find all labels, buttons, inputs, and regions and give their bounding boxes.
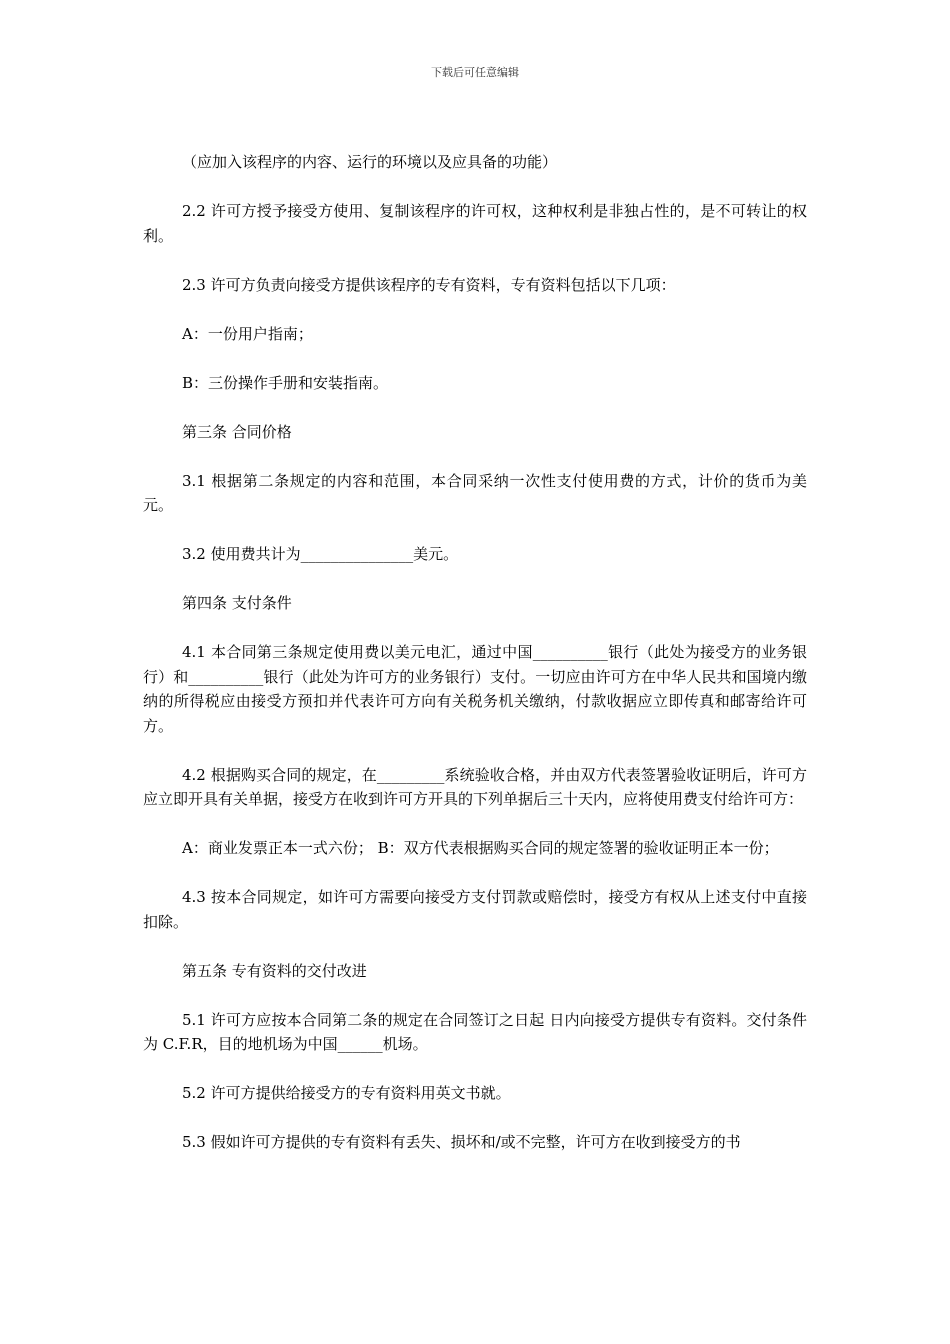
paragraph-item-b-manuals: B：三份操作手册和安装指南。 <box>182 373 389 392</box>
paragraph-5-1: 5.1 许可方应按本合同第二条的规定在合同签订之日起 日内向接受方提供专有资料。交付条件为 C.F.R，目的地机场为中国______机场。 <box>143 1010 807 1053</box>
paragraph-5-2: 5.2 许可方提供给接受方的专有资料用英文书就。 <box>182 1084 511 1102</box>
section-heading-article-3: 第三条 合同价格 <box>182 422 292 441</box>
paragraph-2-2: 2.2 许可方授予接受方使用、复制该程序的许可权，这种权利是非独占性的，是不可转让的权利。 <box>143 202 807 245</box>
paragraph-4-2-items: A：商业发票正本一式六份； B：双方代表根据购买合同的规定签署的验收证明正本一份； <box>182 839 779 857</box>
paragraph-3-2: 3.2 使用费共计为_______________美元。 <box>182 545 459 563</box>
paragraph-4-2: 4.2 根据购买合同的规定，在_________系统验收合格，并由双方代表签署验收证明后，许可方应立即开具有关单据，接受方在收到许可方开具的下列单据后三十天内，应将使用费支付给许可方： <box>143 765 807 808</box>
paragraph-4-3: 4.3 按本合同规定，如许可方需要向接受方支付罚款或赔偿时，接受方有权从上述支付中直接扣除。 <box>143 888 807 931</box>
paragraph-program-content-note: （应加入该程序的内容、运行的环境以及应具备的功能） <box>182 153 558 171</box>
page-header: 下载后可任意编辑 <box>431 66 519 79</box>
paragraph-4-1: 4.1 本合同第三条规定使用费以美元电汇，通过中国__________银行（此处为接受方的业务银行）和__________银行（此处为许可方的业务银行）支付。一切应由许可方在中华人民共和国境内缴纳的所得税应由接受方预扣并代表许可方向有关税务机关缴纳，付款收据应立即传真和邮寄给许可方。 <box>143 643 807 735</box>
paragraph-item-a-user-guide: A：一份用户指南； <box>182 324 313 343</box>
document-body <box>143 150 807 1179</box>
section-heading-article-4: 第四条 支付条件 <box>182 594 292 612</box>
paragraph-3-1: 3.1 根据第二条规定的内容和范围，本合同采纳一次性支付使用费的方式，计价的货币为美元。 <box>143 471 807 514</box>
section-heading-article-5: 第五条 专有资料的交付改进 <box>182 961 367 980</box>
paragraph-2-3: 2.3 许可方负责向接受方提供该程序的专有资料，专有资料包括以下几项： <box>182 275 676 294</box>
paragraph-5-3: 5.3 假如许可方提供的专有资料有丢失、损坏和/或不完整，许可方在收到接受方的书 <box>182 1133 741 1151</box>
